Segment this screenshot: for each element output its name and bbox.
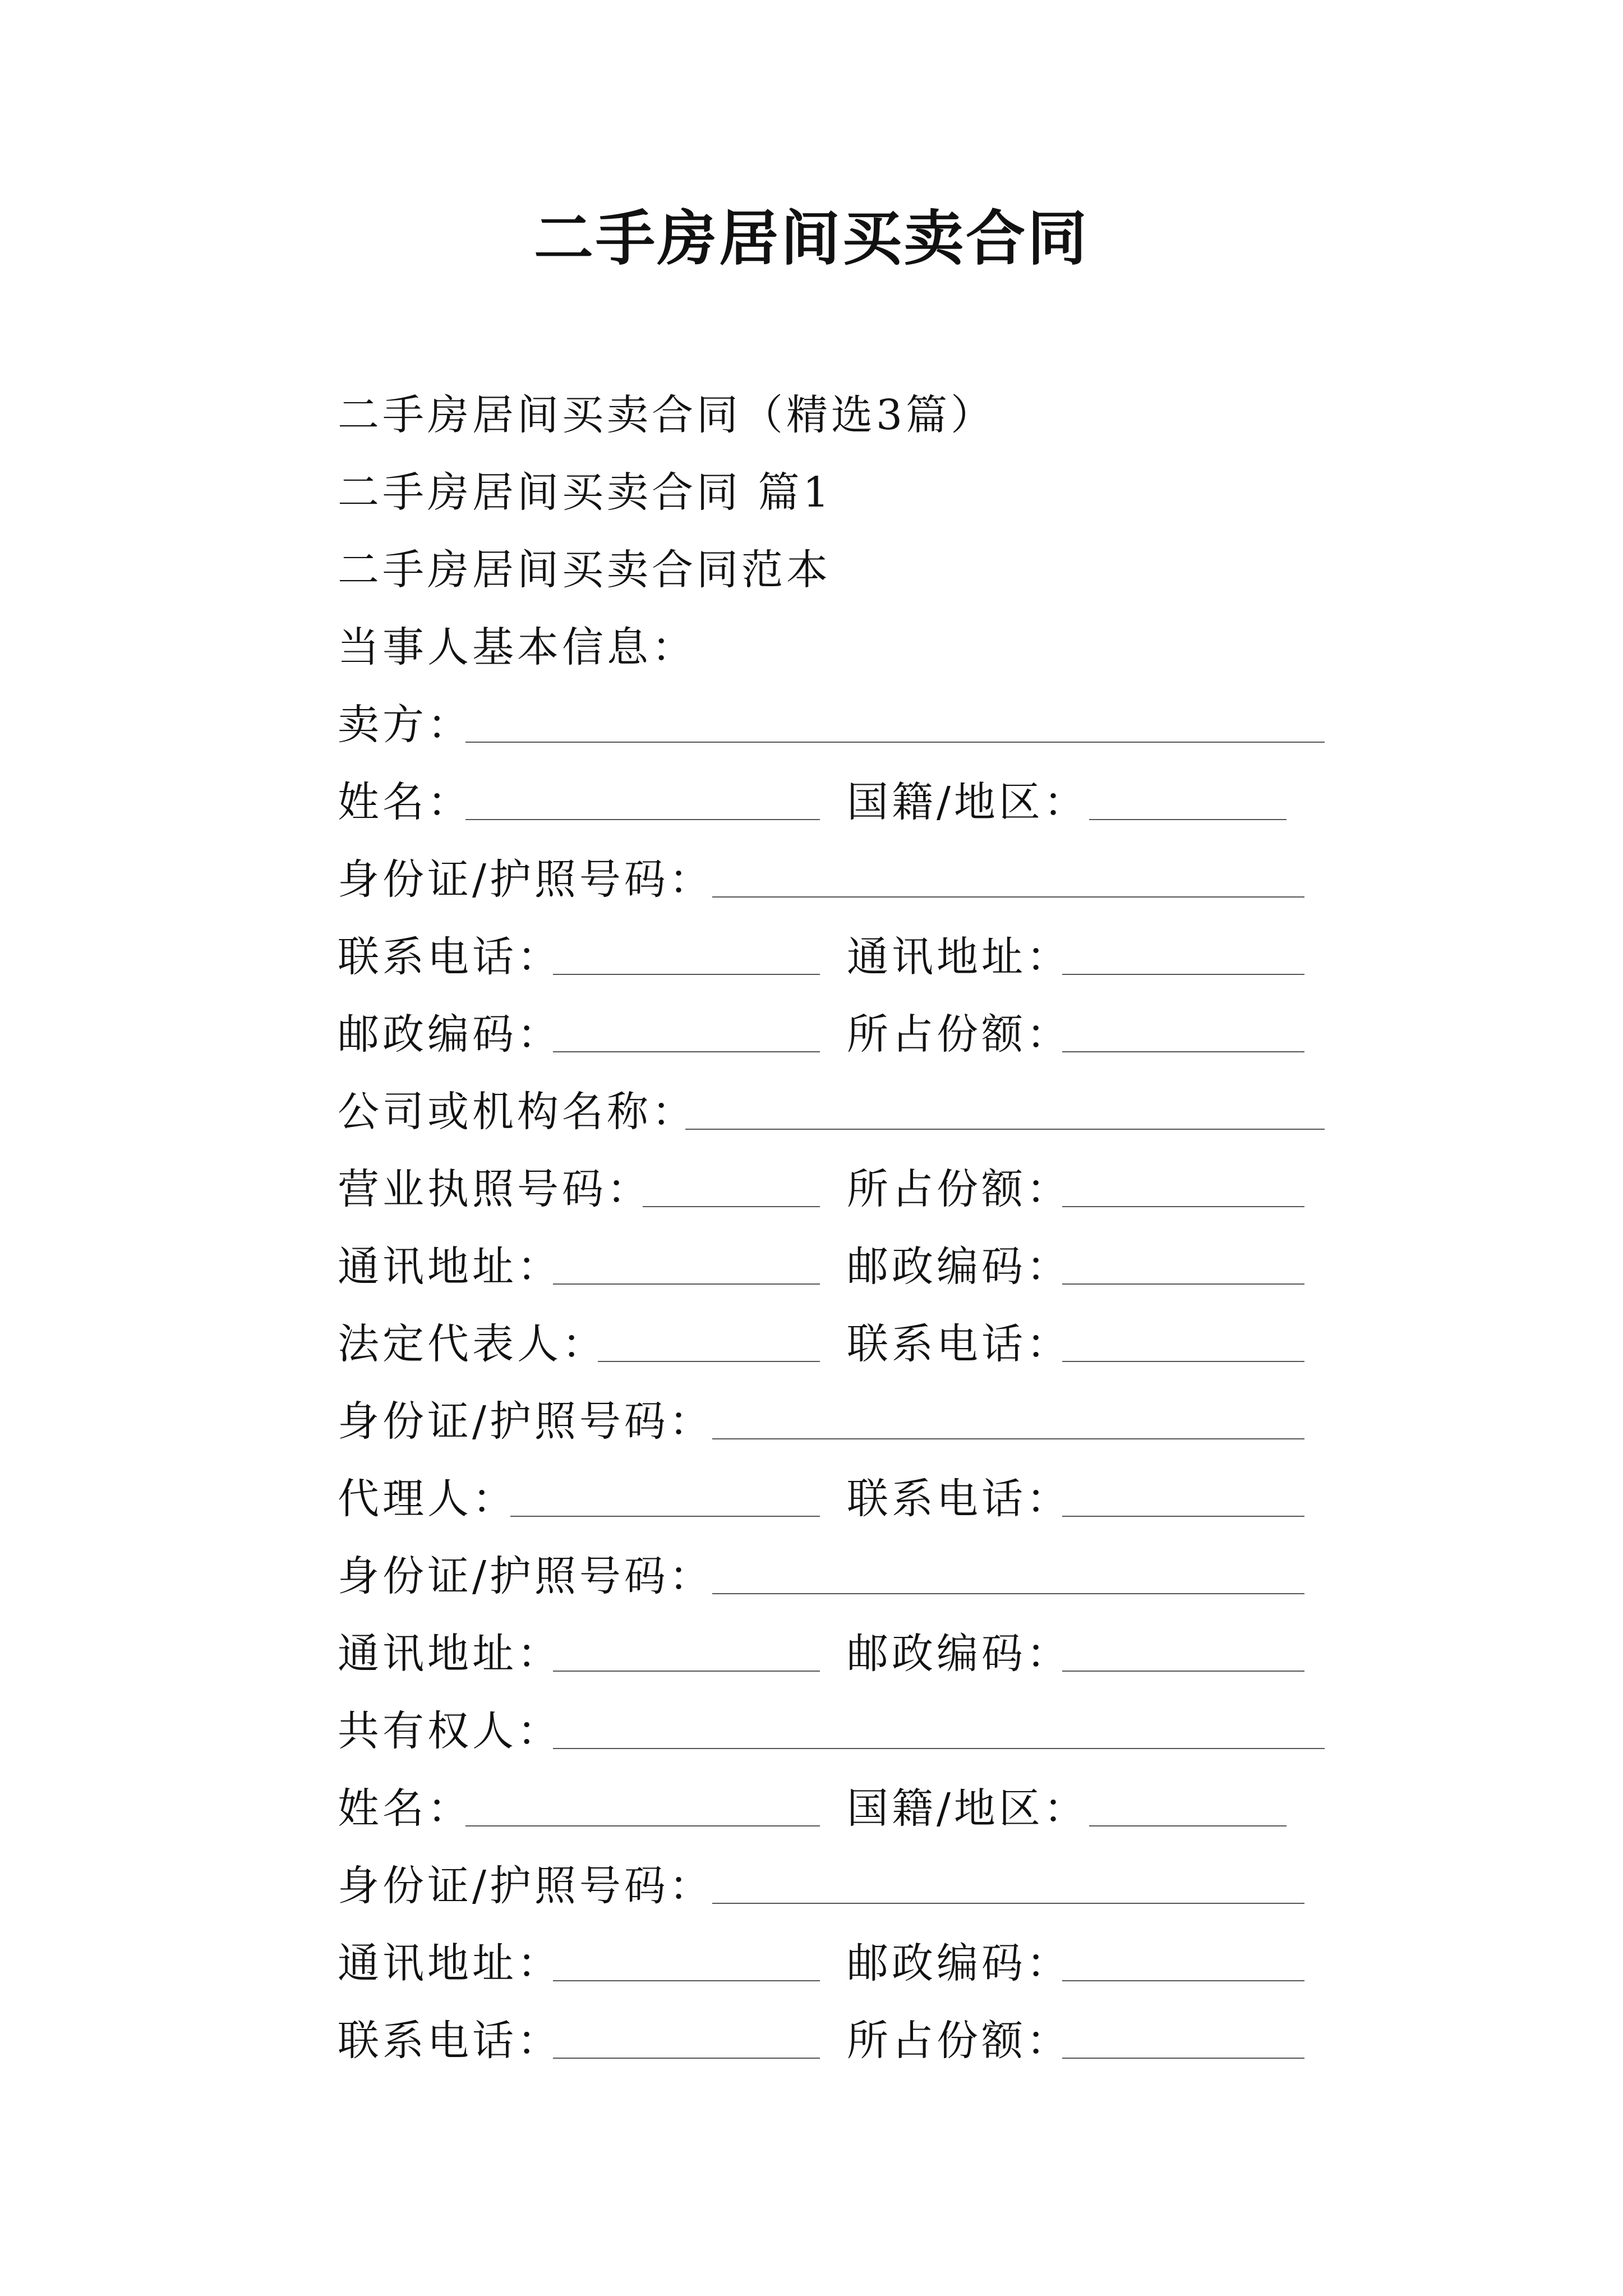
- form-field: [847, 1626, 1304, 1682]
- form-field: [338, 1780, 820, 1837]
- field-label: 卖方：: [338, 701, 472, 749]
- form-field: [338, 1239, 820, 1295]
- form-field: [338, 1935, 820, 1991]
- intro-line-template: 二手房居间买卖合同范本: [338, 546, 831, 594]
- intro-line-parties-heading: 当事人基本信息：: [338, 623, 697, 671]
- field-label: 通讯地址：: [847, 933, 1071, 981]
- fill-in-blank[interactable]: [1062, 2058, 1304, 2059]
- field-label: 邮政编码：: [847, 1939, 1071, 1987]
- form-row: [338, 1316, 1325, 1372]
- fill-in-blank[interactable]: [643, 1206, 820, 1207]
- field-label: 联系电话：: [338, 2017, 562, 2065]
- fill-in-blank[interactable]: [712, 1438, 1304, 1439]
- form-field: [338, 1626, 820, 1682]
- form-row: [338, 1780, 1325, 1837]
- fill-in-blank[interactable]: [465, 819, 820, 820]
- form-field: [338, 1858, 1304, 1914]
- form-row: [338, 1393, 1325, 1450]
- form-row: [338, 852, 1325, 908]
- document-title: 二手房居间买卖合同: [534, 203, 1089, 273]
- form-field: [338, 1006, 820, 1062]
- form-field: [338, 1393, 1304, 1450]
- form-field: [847, 1006, 1304, 1062]
- fill-in-blank[interactable]: [465, 1825, 820, 1826]
- field-label: 身份证/护照号码：: [338, 1397, 714, 1446]
- fill-in-blank[interactable]: [465, 742, 1325, 743]
- fill-in-blank[interactable]: [1062, 1051, 1304, 1052]
- form-row: [338, 1006, 1325, 1062]
- fill-in-blank[interactable]: [1089, 1825, 1287, 1826]
- field-label: 公司或机构名称：: [338, 1088, 697, 1136]
- fill-in-blank[interactable]: [1062, 1283, 1304, 1285]
- intro-line-part: 二手房居间买卖合同 篇1: [338, 468, 833, 517]
- fill-in-blank[interactable]: [712, 1593, 1304, 1594]
- fill-in-blank[interactable]: [598, 1361, 820, 1362]
- fill-in-blank[interactable]: [712, 1903, 1304, 1904]
- form-field: [338, 2013, 820, 2069]
- form-field: [847, 774, 1325, 830]
- fill-in-blank[interactable]: [1062, 1361, 1304, 1362]
- form-row: [338, 1858, 1325, 1914]
- field-label: 身份证/护照号码：: [338, 855, 714, 904]
- field-label: 姓名：: [338, 778, 472, 826]
- form-field: [847, 1316, 1304, 1372]
- field-label: 国籍/地区：: [847, 778, 1089, 826]
- fill-in-blank[interactable]: [685, 1129, 1325, 1130]
- intro-line-selection: 二手房居间买卖合同（精选3篇）: [338, 391, 996, 439]
- form-field: [847, 1935, 1304, 1991]
- form-field: [338, 1703, 1325, 1759]
- field-label: 姓名：: [338, 1784, 472, 1833]
- field-label: 联系电话：: [847, 1475, 1071, 1523]
- fill-in-blank[interactable]: [1062, 1980, 1304, 1981]
- fill-in-blank[interactable]: [553, 974, 820, 975]
- field-label: 法定代表人：: [338, 1320, 607, 1368]
- fill-in-blank[interactable]: [553, 1283, 820, 1285]
- field-label: 代理人：: [338, 1475, 517, 1523]
- fill-in-blank[interactable]: [1062, 1206, 1304, 1207]
- form-field: [338, 1548, 1304, 1604]
- form-row: [338, 774, 1325, 830]
- fill-in-blank[interactable]: [1062, 1671, 1304, 1672]
- fill-in-blank[interactable]: [712, 896, 1304, 898]
- form-field: [338, 1471, 820, 1527]
- form-row: [338, 1161, 1325, 1217]
- field-label: 邮政编码：: [847, 1630, 1071, 1678]
- field-label: 联系电话：: [338, 933, 562, 981]
- fill-in-blank[interactable]: [1062, 1516, 1304, 1517]
- form-field: [338, 774, 820, 830]
- form-field: [847, 1239, 1304, 1295]
- form-row: [338, 2013, 1325, 2069]
- fill-in-blank[interactable]: [553, 1671, 820, 1672]
- field-label: 联系电话：: [847, 1320, 1071, 1368]
- form-field: [338, 1084, 1325, 1140]
- form-field: [338, 1316, 820, 1372]
- field-label: 共有权人：: [338, 1707, 562, 1755]
- field-label: 国籍/地区：: [847, 1784, 1089, 1833]
- field-label: 通讯地址：: [338, 1630, 562, 1678]
- form-row: [338, 1548, 1325, 1604]
- field-label: 邮政编码：: [338, 1010, 562, 1059]
- field-label: 身份证/护照号码：: [338, 1862, 714, 1910]
- fill-in-blank[interactable]: [553, 1980, 820, 1981]
- field-label: 营业执照号码：: [338, 1165, 652, 1213]
- field-label: 通讯地址：: [338, 1939, 562, 1987]
- field-label: 所占份额：: [847, 2017, 1071, 2065]
- form-field: [338, 697, 1325, 753]
- form-row: [338, 929, 1325, 985]
- form-field: [847, 1161, 1304, 1217]
- form-row: [338, 1084, 1325, 1140]
- form-row: [338, 1471, 1325, 1527]
- field-label: 邮政编码：: [847, 1243, 1071, 1291]
- field-label: 身份证/护照号码：: [338, 1552, 714, 1600]
- form-field: [847, 1780, 1325, 1837]
- field-label: 所占份额：: [847, 1165, 1071, 1213]
- form-field: [338, 852, 1304, 908]
- form-row: [338, 1703, 1325, 1759]
- fill-in-blank[interactable]: [1062, 974, 1304, 975]
- form-field: [847, 1471, 1304, 1527]
- fill-in-blank[interactable]: [1089, 819, 1287, 820]
- form-field: [338, 1161, 820, 1217]
- fill-in-blank[interactable]: [553, 2058, 820, 2059]
- form-field: [847, 929, 1304, 985]
- form-row: [338, 1935, 1325, 1991]
- form-row: [338, 1239, 1325, 1295]
- fill-in-blank[interactable]: [553, 1748, 1325, 1749]
- form-field: [847, 2013, 1304, 2069]
- field-label: 通讯地址：: [338, 1243, 562, 1291]
- fill-in-blank[interactable]: [553, 1051, 820, 1052]
- form-field: [338, 929, 820, 985]
- form-row: [338, 1626, 1325, 1682]
- fill-in-blank[interactable]: [510, 1516, 820, 1517]
- form-row: [338, 697, 1325, 753]
- field-label: 所占份额：: [847, 1010, 1071, 1059]
